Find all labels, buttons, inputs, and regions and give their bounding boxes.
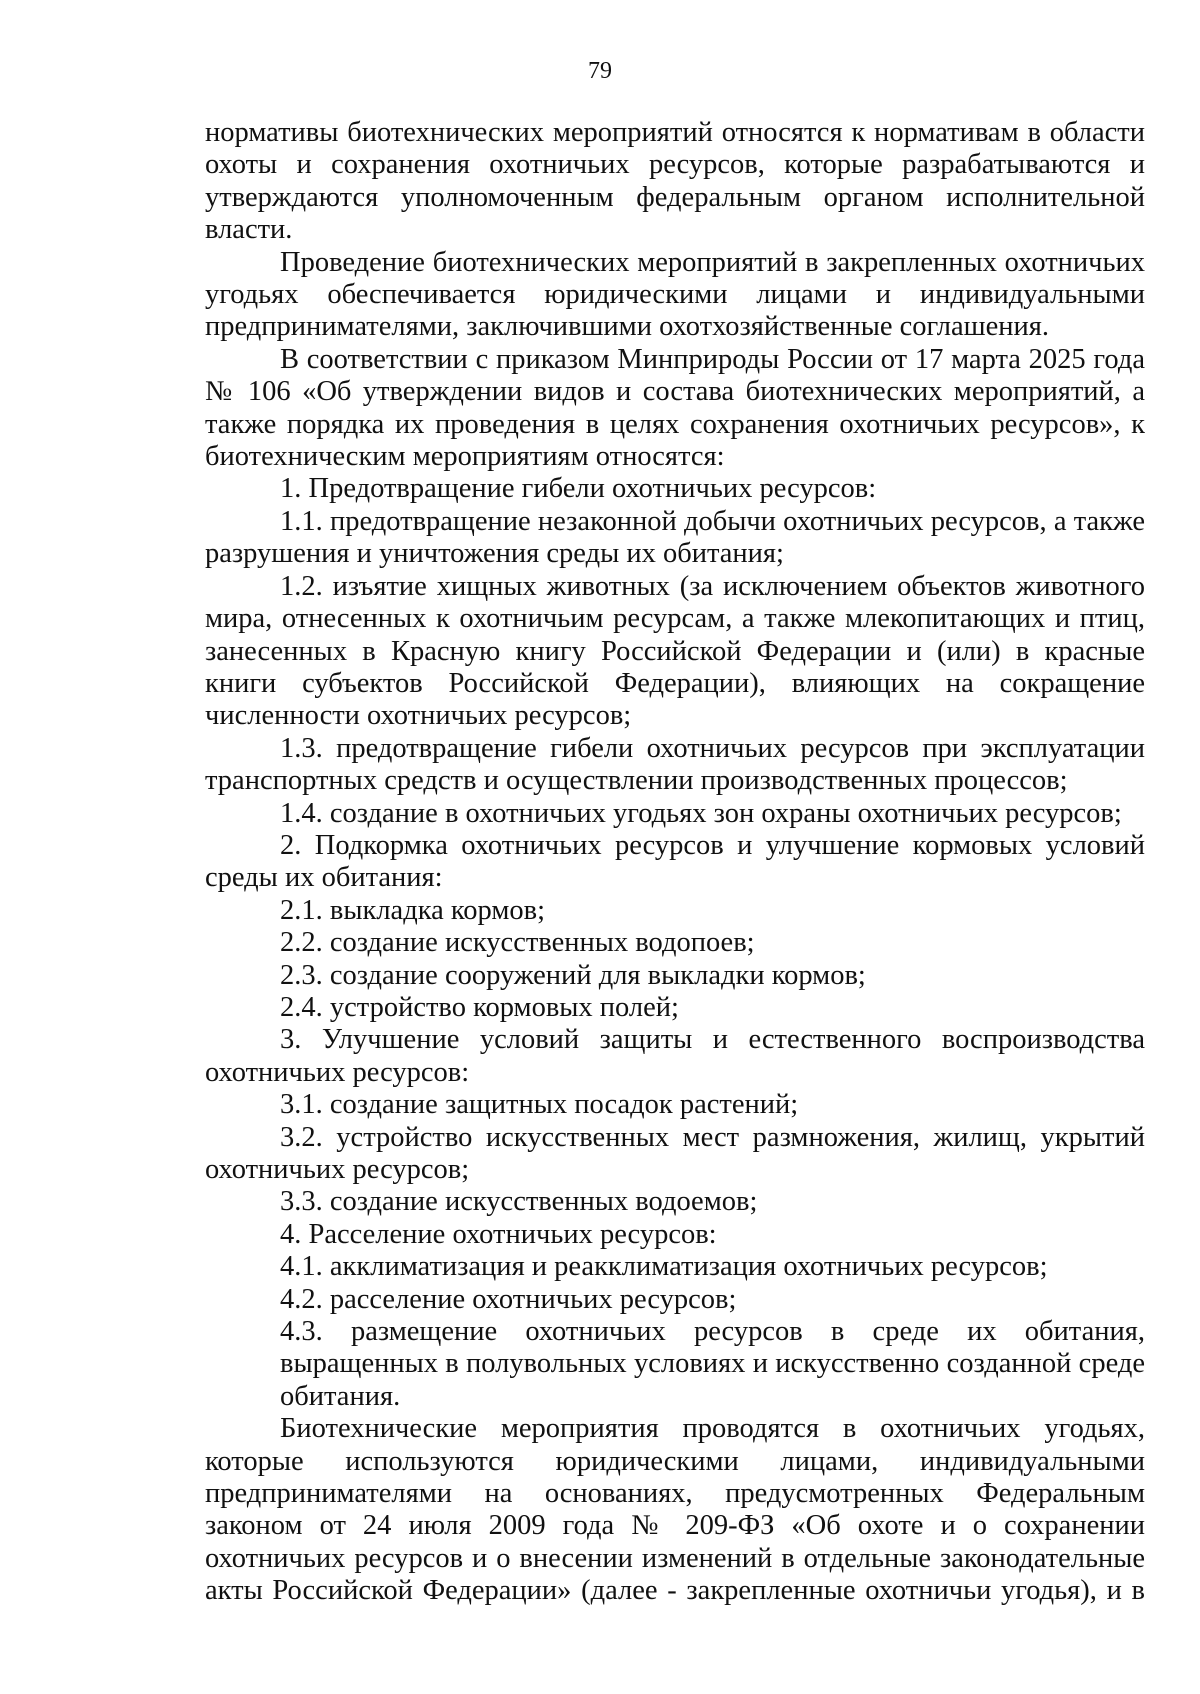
paragraph-norms-continuation: нормативы биотехнических мероприятий относятся к нормативам в области охоты и сохранения охотничьих ресурсов, которые разрабатываются и утверждаются уполномоченным федеральным органом исполнительной власти.	[205, 117, 1145, 246]
paragraph-order-reference: В соответствии с приказом Минприроды России от 17 марта 2025 года № 106 «Об утверждении видов и состава биотехнических мероприятий, а также порядка их проведения в целях сохранения охотничьих ресурсов», к биотехническим мероприятиям относятся:	[205, 343, 1145, 473]
list-item-3-3: 3.3. создание искусственных водоемов;	[280, 1186, 758, 1218]
list-item-2-2: 2.2. создание искусственных водопоев;	[280, 927, 755, 959]
list-item-2-4: 2.4. устройство кормовых полей;	[280, 991, 679, 1023]
list-item-3: 3. Улучшение условий защиты и естественного воспроизводства охотничьих ресурсов:	[205, 1024, 1145, 1088]
list-item-3-1: 3.1. создание защитных посадок растений;	[280, 1089, 799, 1121]
list-item-4-2: 4.2. расселение охотничьих ресурсов;	[280, 1283, 737, 1315]
list-item-1-4: 1.4. создание в охотничьих угодьях зон охраны охотничьих ресурсов;	[280, 797, 1122, 829]
list-item-2: 2. Подкормка охотничьих ресурсов и улучшение кормовых условий среды их обитания:	[205, 829, 1145, 894]
document-body	[205, 117, 1145, 1608]
paragraph-closing: Биотехнические мероприятия проводятся в охотничьих угодьях, которые используются юридическими лицами, индивидуальными предпринимателями на основаниях, предусмотренных Федеральным законом от 24 июля 2009 года № 209-ФЗ «Об охоте и о сохранении охотничьих ресурсов и о внесении изменений в отдельные законодательные акты Российской Федерации» (далее - закрепленные охотничьи угодья), и в	[205, 1413, 1145, 1607]
page-number: 79	[588, 58, 612, 84]
list-item-4: 4. Расселение охотничьих ресурсов:	[280, 1218, 717, 1250]
list-item-4-3: 4.3. размещение охотничьих ресурсов в среде их обитания, выращенных в полувольных условиях и искусственно созданной среде обитания.	[280, 1316, 1145, 1412]
list-item-2-1: 2.1. выкладка кормов;	[280, 894, 546, 926]
list-item-1-2: 1.2. изъятие хищных животных (за исключением объектов животного мира, отнесенных к охотничьим ресурсам, а также млекопитающих и птиц, занесенных в Красную книгу Российской Федерации и (или) в красные книги субъектов Российской Федерации), влияющих на сокращение численности охотничьих ресурсов;	[205, 570, 1145, 732]
list-item-3-2: 3.2. устройство искусственных мест размножения, жилищ, укрытий охотничьих ресурсов;	[205, 1121, 1145, 1185]
list-item-1: 1. Предотвращение гибели охотничьих ресурсов:	[280, 473, 877, 505]
paragraph-biotech-provision: Проведение биотехнических мероприятий в закрепленных охотничьих угодьях обеспечивается юридическими лицами и индивидуальными предпринимателями, заключившими охотхозяйственные соглашения.	[205, 246, 1145, 343]
list-item-2-3: 2.3. создание сооружений для выкладки кормов;	[280, 959, 866, 991]
list-item-4-1: 4.1. акклиматизация и реакклиматизация охотничьих ресурсов;	[280, 1251, 1048, 1283]
list-item-1-1: 1.1. предотвращение незаконной добычи охотничьих ресурсов, а также разрушения и уничтожения среды их обитания;	[205, 505, 1145, 570]
list-item-1-3: 1.3. предотвращение гибели охотничьих ресурсов при эксплуатации транспортных средств и осуществлении производственных процессов;	[205, 732, 1145, 797]
